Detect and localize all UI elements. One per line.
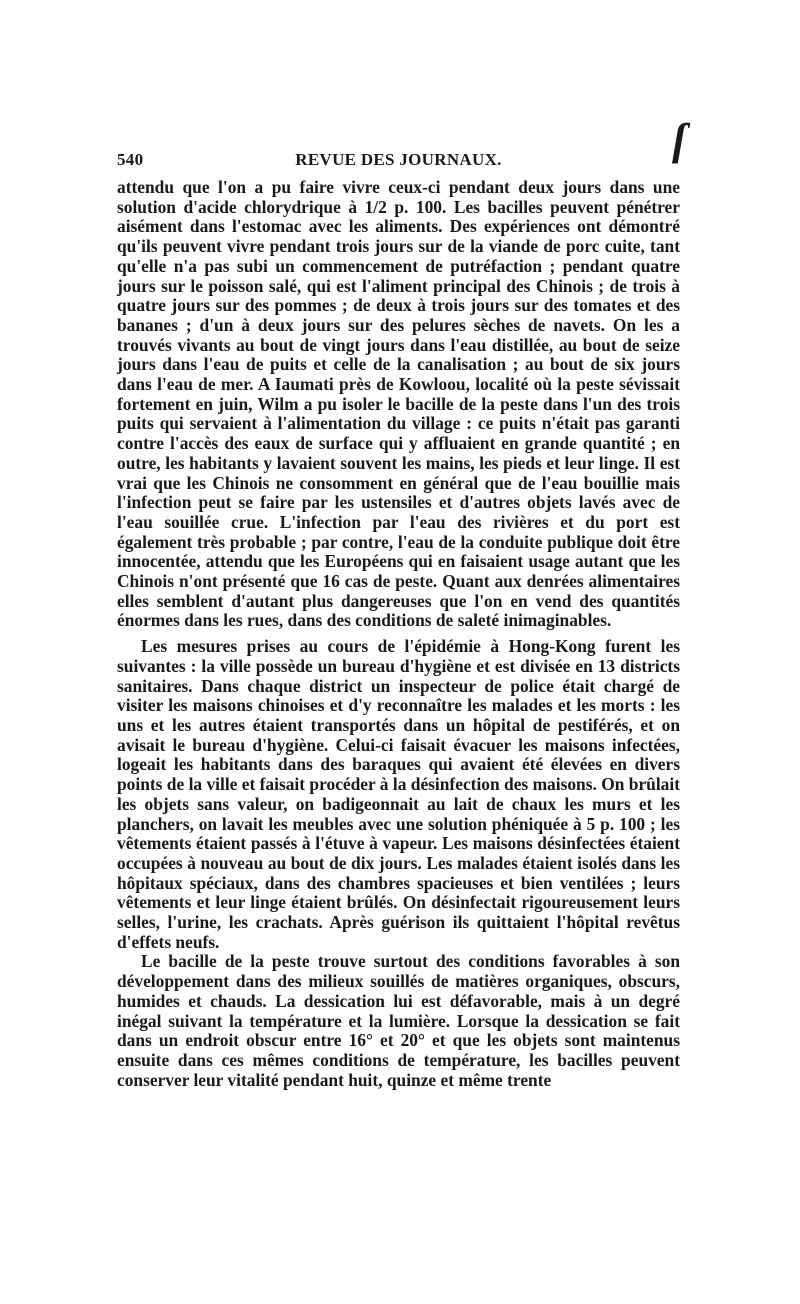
paragraph-bacillus-conditions: Le bacille de la peste trouve surtout des conditions favorables à son développement dans des milieux souillés de matières organiques, obscurs, humides et chauds. La dessication lui est défavorable, mais à un degré inégal suivant la température et la lumière. Lorsque la dessication se fait dans un endroit obscur entre 16° et 20° et que les objets sont maintenus ensuite dans ces mêmes conditions de température, les bacilles peuvent conserver leur vitalité pendant huit, quinze et même trente [117,951,680,1090]
page-number: 540 [117,150,144,169]
page-header [117,150,680,174]
article-body [117,178,680,1090]
running-title: REVUE DES JOURNAUX. [295,150,502,169]
paragraph-water-food-survival: attendu que l'on a pu faire vivre ceux-ci pendant deux jours dans une solution d'acide chlorydrique à 1/2 p. 100. Les bacilles peuvent pénétrer aisément dans l'estomac avec les aliments. Des expériences ont démontré qu'ils peuvent vivre pendant trois jours sur de la viande de porc cuite, tant qu'elle n'a pas subi un commencement de putréfaction ; pendant quatre jours sur le poisson salé, qui est l'aliment principal des Chinois ; de trois à quatre jours sur des pommes ; de deux à trois jours sur des tomates et des bananes ; d'un à deux jours sur des pelures sèches de navets. On les a trouvés vivants au bout de vingt jours dans l'eau distillée, au bout de seize jours dans l'eau de puits et celle de la canalisation ; au bout de six jours dans l'eau de mer. A Iaumati près de Kowloou, localité où la peste sévissait fortement en juin, Wilm a pu isoler le bacille de la peste dans l'un des trois puits qui servaient à l'alimentation du village : ce puits n'était pas garanti contre l'accès des eaux de surface qui y affluaient en grande quantité ; en outre, les habitants y lavaient souvent les mains, les pieds et leur linge. Il est vrai que les Chinois ne consomment en général que de l'eau bouillie mais l'infection peut se faire par les ustensiles et d'autres objets lavés avec de l'eau souillée crue. L'infection par l'eau des rivières et du port est également très probable ; par contre, l'eau de la conduite publique doit être innocentée, attendu que les Européens qui en faisaient usage autant que les Chinois n'ont présenté que 16 cas de peste. Quant aux denrées alimentaires elles semblent d'autant plus dangereuses que l'on en vend des quantités énormes dans les rues, dans des conditions de saleté inimaginables. [117,177,680,631]
paragraph-hong-kong-measures: Les mesures prises au cours de l'épidémie à Hong-Kong furent les suivantes : la ville possède un bureau d'hygiène et est divisée en 13 districts sanitaires. Dans chaque district un inspecteur de police était chargé de visiter les maisons chinoises et d'y reconnaître les malades et les morts : les uns et les autres étaient transportés dans un hôpital de pestiférés, et on avisait le bureau d'hygiène. Celui-ci faisait évacuer les maisons infectées, logeait les habitants dans des baraques qui avaient été élevées en divers points de la ville et faisait procéder à la désinfection des maisons. On brûlait les objets sans valeur, on badigeonnait au lait de chaux les murs et les planchers, on lavait les meubles avec une solution phéniquée à 5 p. 100 ; les vêtements étaient passés à l'étuve à vapeur. Les maisons désinfectées étaient occupées à nouveau au bout de dix jours. Les malades étaient isolés dans les hôpitaux spéciaux, dans des chambres spacieuses et bien ventilées ; leurs vêtements et leur linge étaient brûlés. On désinfectait rigoureusement leurs selles, l'urine, les crachats. Après guérison ils quittaient l'hôpital revêtus d'effets neufs. [117,636,680,952]
margin-pen-mark: ſ [672,115,687,164]
